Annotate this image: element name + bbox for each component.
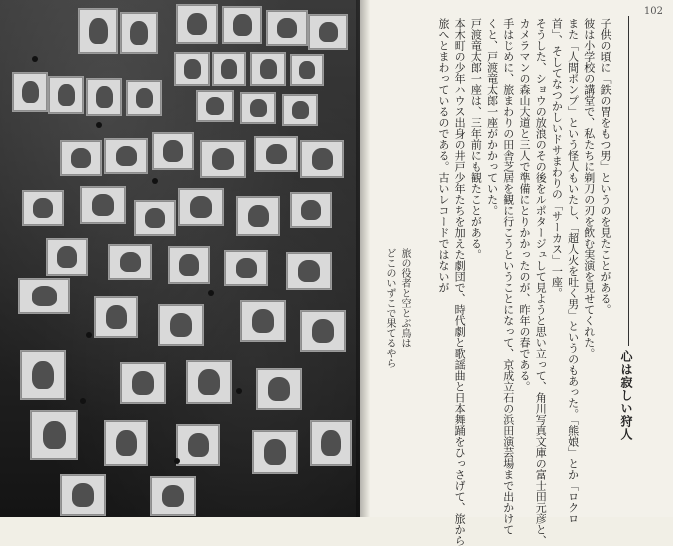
body-line: カメラマンの森山大道と三人で準備にとりかかったのが、昨年の春である。 <box>517 18 531 392</box>
snapshot-print <box>300 140 344 178</box>
snapshot-print <box>152 132 194 170</box>
snapshot-print <box>46 238 88 276</box>
body-line: 戸渡竜太郎一座は、三年前にも観たことがある。 <box>469 18 483 260</box>
snapshot-print <box>290 192 332 228</box>
snapshot-print <box>120 362 166 404</box>
body-line: 旅へとまわっているのである。古いレコードではないが <box>436 18 450 293</box>
snapshot-print <box>108 244 152 280</box>
portrait-print <box>126 80 162 116</box>
pushpin <box>32 56 38 62</box>
body-line: また「人間ポンプ」という怪人もいたし、「超人火を吐く男」というのもあった。「熊娘」とか「ロクロ <box>566 18 580 524</box>
body-line: 子供の頃に「鉄の胃をもつ男」というのを見たことがある。 <box>599 18 612 315</box>
snapshot-print <box>178 188 224 226</box>
portrait-print <box>290 54 324 86</box>
caption-line: どこのいずこで果てるやら <box>384 248 395 368</box>
pushpin <box>236 388 242 394</box>
snapshot-print <box>150 476 196 516</box>
book-gutter <box>356 0 370 517</box>
snapshot-print <box>60 140 102 176</box>
snapshot-print <box>236 196 280 236</box>
snapshot-print <box>224 250 268 286</box>
portrait-print <box>196 90 234 122</box>
text-page <box>370 0 673 546</box>
portrait-print <box>240 92 276 124</box>
snapshot-print <box>186 360 232 404</box>
portrait-print <box>12 72 48 112</box>
snapshot-print <box>60 474 106 516</box>
body-line: 彼は小学校の講堂で、私たちに剃刀の刃を飲む実演を見せてくれた。 <box>582 18 596 359</box>
pushpin <box>174 458 180 464</box>
portrait-print <box>282 94 318 126</box>
portrait-print <box>308 14 348 50</box>
pushpin <box>86 332 92 338</box>
pushpin <box>80 398 86 404</box>
snapshot-print <box>300 310 346 352</box>
snapshot-print <box>286 252 332 290</box>
snapshot-print <box>20 350 66 400</box>
snapshot-print <box>134 200 176 236</box>
caption-line: 旅の役者と空とぶ鳥は <box>399 248 410 348</box>
snapshot-print <box>256 368 302 410</box>
snapshot-print <box>176 424 220 466</box>
snapshot-print <box>310 420 352 466</box>
portrait-print <box>212 52 246 86</box>
snapshot-print <box>168 246 210 284</box>
snapshot-print <box>80 186 126 224</box>
portrait-print <box>174 52 210 86</box>
page-number: 102 <box>643 6 663 17</box>
portrait-print <box>266 10 308 46</box>
portrait-print <box>222 6 262 44</box>
portrait-print <box>176 4 218 44</box>
portrait-print <box>86 78 122 116</box>
pushpin <box>208 290 214 296</box>
snapshot-print <box>200 140 246 178</box>
snapshot-print <box>158 304 204 346</box>
body-line: くと、戸渡竜太郎一座がかかっていた。 <box>485 18 499 216</box>
body-line: そうした、ショウの放浪のその後をルポタージュして見ようと思い立って、角川写真文庫の富士田元彦と、 <box>534 18 548 546</box>
snapshot-print <box>252 430 298 474</box>
portrait-print <box>78 8 118 54</box>
portrait-print <box>48 76 84 114</box>
photo-caption <box>382 248 412 368</box>
portrait-print <box>120 12 158 54</box>
portrait-print <box>250 52 286 86</box>
snapshot-print <box>18 278 70 314</box>
pushpin <box>96 122 102 128</box>
pushpin <box>152 178 158 184</box>
snapshot-print <box>94 296 138 338</box>
snapshot-print <box>254 136 298 172</box>
snapshot-print <box>104 420 148 466</box>
body-line: 本木町の少年ハウス出身の井戸少年たちを加えた劇団で、時代劇と歌謡曲と日本舞踊をひっさげて、旅から <box>453 18 467 546</box>
body-text <box>435 18 613 546</box>
snapshot-print <box>22 190 64 226</box>
snapshot-print <box>240 300 286 342</box>
body-line: 首」、そしてなつかしいドサまわりの「サーカス」一座。 <box>550 18 564 299</box>
body-line: 手はじめに、旅まわりの田舎芝居を観に行こうということになって、京成立石の浜田演芸場まで出かけて <box>501 18 515 535</box>
running-head: 心は寂しい狩人 <box>619 350 633 441</box>
snapshot-print <box>104 138 148 174</box>
running-head-rule <box>628 16 629 346</box>
snapshot-print <box>30 410 78 460</box>
